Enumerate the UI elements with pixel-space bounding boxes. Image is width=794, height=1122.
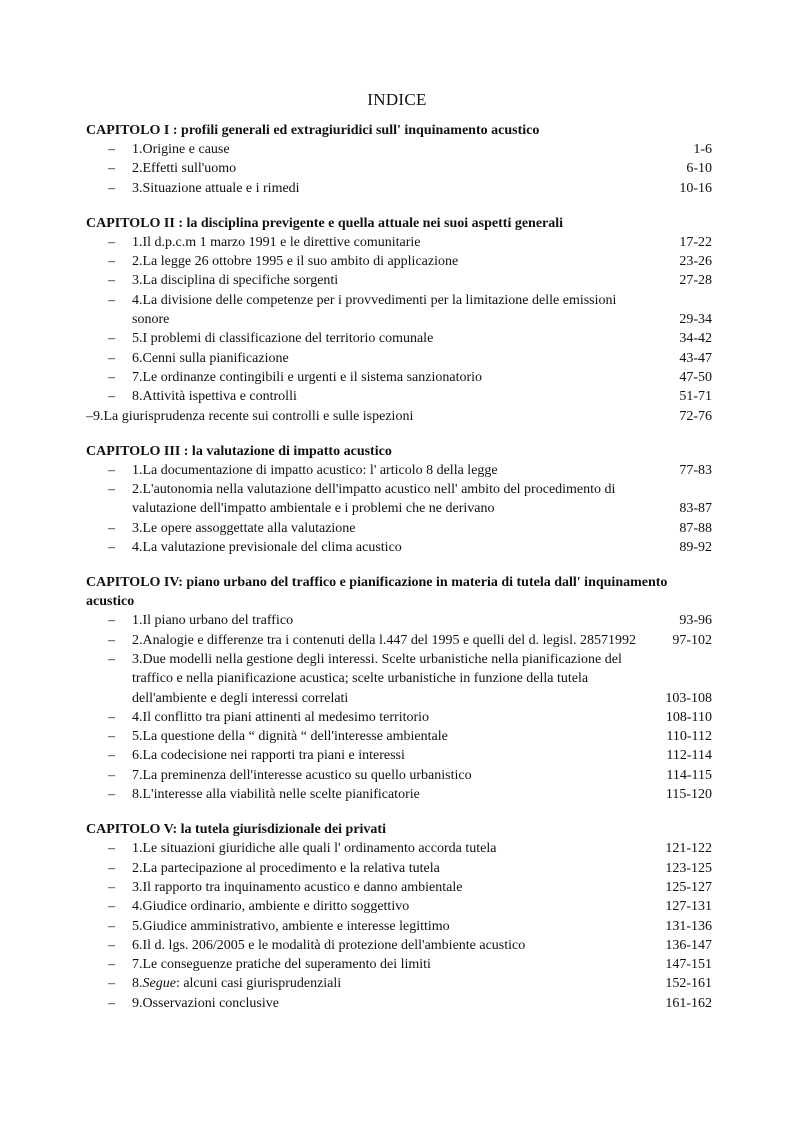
entry-pages: 112-114 [666,748,712,764]
entry-pages: 47-50 [679,369,712,385]
toc-entry [86,407,712,426]
entry-pages: 34-42 [679,331,712,347]
dash-bullet: – [108,273,115,289]
chapter-title: CAPITOLO V: la tutela giurisdizionale dei privati [86,822,386,838]
entry-text: 5.I problemi di classificazione del territorio comunale [132,331,434,347]
dash-bullet: – [108,937,115,953]
entry-pages: 103-108 [665,690,712,706]
entry-text: 2.Analogie e differenze tra i contenuti della l.447 del 1995 e quelli del d. legisl. 28571992 [132,632,636,648]
dash-bullet: – [108,957,115,973]
toc-entry [86,650,712,708]
entry-pages: 114-115 [666,767,712,783]
dash-bullet: – [108,462,115,478]
entry-pages: 83-87 [679,501,712,517]
toc-entry [86,839,712,858]
entry-pages: 51-71 [679,389,712,405]
chapter-5 [86,820,712,1013]
toc-entry [86,480,712,519]
entry-pages: 121-122 [665,841,712,857]
table-of-contents [86,121,712,1029]
entry-pages: 97-102 [672,632,712,648]
entry-pages: 125-127 [665,879,712,895]
entry-text: 3.Situazione attuale e i rimedi [132,180,300,196]
dash-bullet: – [108,180,115,196]
entry-text: 2.La partecipazione al procedimento e la relativa tutela [132,860,440,876]
entry-text-italic: Segue [142,976,176,992]
entry-text: –9.La giurisprudenza recente sui controlli e sulle ispezioni [86,408,414,424]
dash-bullet: – [108,369,115,385]
entry-pages: 89-92 [679,540,712,556]
entry-pages: 127-131 [665,899,712,915]
entry-pages: 161-162 [665,995,712,1011]
entry-text: 7.Le conseguenze pratiche del superamento dei limiti [132,957,431,973]
entry-text: 1.Il d.p.c.m 1 marzo 1991 e le direttive comunitarie [132,234,421,250]
toc-entry [86,897,712,916]
toc-entry [86,519,712,538]
toc-entry [86,917,712,936]
chapter-title: CAPITOLO I : profili generali ed extragiuridici sull' inquinamento acustico [86,123,540,138]
entry-text: 7.La preminenza dell'interesse acustico su quello urbanistico [132,767,472,783]
entry-pages: 17-22 [679,234,712,250]
entry-pages: 43-47 [679,350,712,366]
dash-bullet: – [108,995,115,1011]
entry-pages: 108-110 [665,709,712,725]
dash-bullet: – [108,142,115,157]
dash-bullet: – [108,787,115,803]
chapter-3 [86,442,712,557]
toc-entry [86,329,712,348]
entry-text: 1.La documentazione di impatto acustico: l' articolo 8 della legge [132,462,498,478]
toc-entry [86,955,712,974]
entry-pages: 115-120 [665,787,712,803]
dash-bullet: – [108,350,115,366]
toc-entry [86,368,712,387]
dash-bullet: – [108,613,115,629]
entry-text [86,974,712,993]
dash-bullet: – [108,520,115,536]
toc-entry [86,708,712,727]
entry-text: 1.Il piano urbano del traffico [132,613,294,629]
toc-entry [86,746,712,765]
entry-text: 4.Giudice ordinario, ambiente e diritto soggettivo [132,899,410,915]
entry-text: 3.Le opere assoggettate alla valutazione [132,520,356,536]
entry-pages: 93-96 [679,613,712,629]
chapter-title: CAPITOLO II : la disciplina previgente e quella attuale nei suoi aspetti generali [86,215,564,231]
entry-text: 7.Le ordinanze contingibili e urgenti e il sistema sanzionatorio [132,369,483,385]
entry-text: 3.Due modelli nella gestione degli interessi. Scelte urbanistiche nella pianificazione del traffico e nella pianificazione acustica; scelte urbanistiche in funzione della tutela dell'ambiente e degli interessi correlati [132,651,622,706]
entry-pages: 6-10 [686,161,712,177]
entry-text: 4.La divisione delle competenze per i provvedimenti per la limitazione delle emissioni sonore [132,292,617,328]
dash-bullet: – [108,918,115,934]
dash-bullet: – [108,651,115,667]
toc-entry [86,349,712,368]
entry-pages: 110-112 [666,729,712,745]
dash-bullet: – [108,389,115,405]
entry-pages: 29-34 [679,312,712,328]
toc-entry [86,878,712,897]
toc-entry [86,631,712,650]
entry-pages: 23-26 [679,254,712,270]
entry-text: 3.Il rapporto tra inquinamento acustico e danno ambientale [132,879,463,895]
dash-bullet: – [108,976,115,992]
dash-bullet: – [108,234,115,250]
entry-text: 9.Osservazioni conclusive [132,995,279,1011]
page-title: INDICE [367,90,427,109]
toc-entry [86,233,712,252]
dash-bullet: – [108,292,115,308]
toc-entry [86,727,712,746]
entry-text: 3.La disciplina di specifiche sorgenti [132,273,339,289]
dash-bullet: – [108,841,115,857]
dash-bullet: – [108,482,115,498]
toc-entry [86,140,712,159]
chapter-4 [86,573,712,804]
dash-bullet: – [108,860,115,876]
chapter-title: CAPITOLO III : la valutazione di impatto acustico [86,443,392,459]
toc-entry [86,271,712,290]
toc-entry [86,785,712,804]
entry-pages: 152-161 [665,976,712,992]
dash-bullet: – [108,161,115,177]
toc-entry [86,611,712,630]
entry-text: 4.La valutazione previsionale del clima acustico [132,540,402,556]
entry-text-suffix: : alcuni casi giurisprudenziali [175,976,342,992]
entry-text: 8.L'interesse alla viabilità nelle scelte pianificatorie [132,787,420,803]
entry-text: 8.Attività ispettiva e controlli [132,389,297,405]
entry-pages: 131-136 [665,918,712,934]
chapter-1 [86,121,712,198]
toc-entry [86,291,712,330]
dash-bullet: – [108,709,115,725]
chapter-2 [86,214,712,426]
entry-text: 5.La questione della “ dignità “ dell'interesse ambientale [132,729,448,745]
entry-text: 2.L'autonomia nella valutazione dell'impatto acustico nell' ambito del procedimento di valutazione dell'impatto ambientale e i problemi che ne derivano [132,482,616,517]
dash-bullet: – [108,331,115,347]
chapter-title: CAPITOLO IV: piano urbano del traffico e pianificazione in materia di tutela dall' inquinamento acustico [86,575,668,610]
entry-text-prefix: 8. [132,976,143,992]
dash-bullet: – [108,729,115,745]
toc-entry [86,766,712,785]
entry-text: 1.Origine e cause [132,142,230,157]
entry-text: 6.La codecisione nei rapporti tra piani e interessi [132,748,405,764]
entry-text: 5.Giudice amministrativo, ambiente e interesse legittimo [132,918,450,934]
toc-entry [86,994,712,1013]
toc-entry [86,974,712,993]
toc-entry [86,461,712,480]
entry-pages: 123-125 [665,860,712,876]
dash-bullet: – [108,632,115,648]
entry-pages: 136-147 [665,937,712,953]
dash-bullet: – [108,899,115,915]
entry-text: 1.Le situazioni giuridiche alle quali l' ordinamento accorda tutela [132,841,497,857]
dash-bullet: – [108,540,115,556]
toc-entry [86,859,712,878]
toc-entry [86,387,712,406]
entry-text: 6.Il d. lgs. 206/2005 e le modalità di protezione dell'ambiente acustico [132,937,526,953]
entry-text: 2.Effetti sull'uomo [132,161,237,177]
entry-pages: 77-83 [679,462,712,478]
toc-entry [86,538,712,557]
toc-entry [86,936,712,955]
entry-pages: 72-76 [679,408,712,424]
toc-entry [86,179,712,198]
dash-bullet: – [108,879,115,895]
toc-entry [86,159,712,178]
dash-bullet: – [108,748,115,764]
entry-pages: 87-88 [679,520,712,536]
entry-pages: 10-16 [679,180,712,196]
entry-text: 2.La legge 26 ottobre 1995 e il suo ambito di applicazione [132,254,459,270]
entry-pages: 147-151 [665,957,712,973]
entry-pages: 1-6 [693,142,712,157]
entry-pages: 27-28 [679,273,712,289]
entry-text: 6.Cenni sulla pianificazione [132,350,289,366]
dash-bullet: – [108,254,115,270]
toc-entry [86,252,712,271]
entry-text: 4.Il conflitto tra piani attinenti al medesimo territorio [132,709,430,725]
dash-bullet: – [108,767,115,783]
